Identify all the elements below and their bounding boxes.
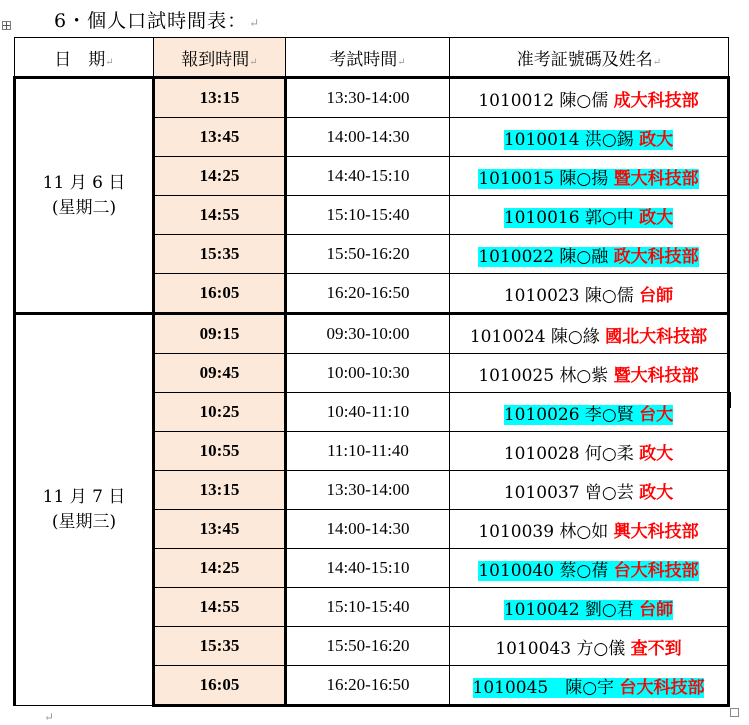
exam-time-cell bbox=[286, 471, 450, 510]
report-time-cell bbox=[154, 274, 286, 314]
candidate-entry bbox=[504, 444, 673, 464]
report-time-cell bbox=[154, 78, 286, 118]
exam-time: 15:10-15:40 bbox=[326, 205, 410, 224]
report-time: 13:45 bbox=[199, 519, 240, 538]
candidate-entry bbox=[473, 678, 705, 698]
school-label: 台大科技部 bbox=[613, 560, 699, 581]
report-time: 15:35 bbox=[199, 244, 240, 263]
report-time: 16:05 bbox=[199, 283, 240, 302]
table-row bbox=[15, 78, 729, 118]
date-cell bbox=[15, 314, 154, 706]
report-time: 13:45 bbox=[199, 127, 240, 146]
header-row bbox=[15, 38, 729, 78]
candidate-id-name: 1010014 洪○錫 bbox=[503, 129, 634, 150]
school-label: 查不到 bbox=[630, 638, 682, 659]
exam-time-cell bbox=[286, 393, 450, 432]
candidate-id-name: 1010043 方○儀 bbox=[495, 638, 626, 659]
candidate-entry bbox=[478, 169, 698, 189]
report-time-cell bbox=[154, 235, 286, 274]
exam-time: 14:40-15:10 bbox=[326, 166, 410, 185]
table-move-handle[interactable] bbox=[2, 21, 11, 30]
exam-time: 16:20-16:50 bbox=[326, 283, 410, 302]
report-time-cell bbox=[154, 118, 286, 157]
school-label: 台大 bbox=[639, 404, 674, 425]
candidate-cell bbox=[450, 549, 729, 588]
report-time-cell bbox=[154, 666, 286, 706]
candidate-id-name: 1010024 陳○緣 bbox=[469, 326, 600, 347]
candidate-id-name: 1010023 陳○儒 bbox=[503, 285, 634, 306]
candidate-id-name: 1010039 林○如 bbox=[478, 521, 609, 542]
candidate-cell bbox=[450, 235, 729, 274]
school-label: 台師 bbox=[639, 285, 674, 306]
exam-time: 14:00-14:30 bbox=[326, 127, 410, 146]
exam-time: 15:50-16:20 bbox=[326, 244, 410, 263]
exam-time-cell bbox=[286, 666, 450, 706]
school-label: 暨大科技部 bbox=[613, 365, 699, 386]
candidate-entry bbox=[504, 286, 673, 306]
exam-time: 10:00-10:30 bbox=[326, 363, 410, 382]
candidate-entry bbox=[478, 366, 698, 386]
exam-time-cell bbox=[286, 235, 450, 274]
candidate-cell bbox=[450, 157, 729, 196]
weekday-label: (星期三) bbox=[51, 512, 117, 532]
candidate-id-name: 1010016 郭○中 bbox=[503, 207, 634, 228]
exam-time-cell bbox=[286, 627, 450, 666]
candidate-id-name: 1010045 陳○宇 bbox=[472, 677, 615, 698]
candidate-id-name: 1010040 蔡○蒨 bbox=[478, 560, 609, 581]
report-time: 10:25 bbox=[199, 402, 240, 421]
candidate-entry bbox=[470, 327, 707, 347]
exam-time-cell bbox=[286, 354, 450, 393]
report-time-cell bbox=[154, 510, 286, 549]
candidate-id-name: 1010037 曾○芸 bbox=[503, 482, 634, 503]
school-label: 政大 bbox=[639, 129, 674, 150]
candidate-cell bbox=[450, 432, 729, 471]
school-label: 政大 bbox=[639, 207, 674, 228]
school-label: 台師 bbox=[639, 599, 674, 620]
report-time: 14:25 bbox=[199, 558, 240, 577]
candidate-id-name: 1010022 陳○融 bbox=[478, 246, 609, 267]
exam-time-cell bbox=[286, 157, 450, 196]
exam-time-cell bbox=[286, 314, 450, 354]
exam-time: 13:30-14:00 bbox=[326, 88, 410, 107]
report-time: 16:05 bbox=[199, 675, 240, 694]
candidate-cell bbox=[450, 314, 729, 354]
school-label: 政大 bbox=[639, 443, 674, 464]
heading-text: 6・個人口試時間表： bbox=[54, 10, 248, 32]
candidate-entry bbox=[478, 561, 698, 581]
schedule-body bbox=[15, 78, 729, 706]
candidate-entry bbox=[504, 208, 673, 228]
exam-time-cell bbox=[286, 588, 450, 627]
candidate-entry bbox=[478, 522, 698, 542]
candidate-cell bbox=[450, 627, 729, 666]
header-candidate: 准考証號碼及姓名↵ bbox=[450, 38, 729, 78]
exam-time: 09:30-10:00 bbox=[326, 324, 410, 343]
header-date: 日 期↵ bbox=[15, 38, 154, 78]
report-time-cell bbox=[154, 196, 286, 235]
candidate-id-name: 1010015 陳○揚 bbox=[478, 168, 609, 189]
end-pilcrow-icon: ↵ bbox=[44, 710, 55, 724]
candidate-cell bbox=[450, 354, 729, 393]
text-cursor bbox=[730, 392, 731, 408]
report-time: 15:35 bbox=[199, 636, 240, 655]
report-time-cell bbox=[154, 549, 286, 588]
candidate-cell bbox=[450, 588, 729, 627]
candidate-entry bbox=[478, 91, 698, 111]
exam-time: 15:10-15:40 bbox=[326, 597, 410, 616]
candidate-cell bbox=[450, 196, 729, 235]
candidate-cell bbox=[450, 510, 729, 549]
report-time-cell bbox=[154, 314, 286, 354]
exam-time: 15:50-16:20 bbox=[326, 636, 410, 655]
page-heading bbox=[54, 6, 260, 33]
candidate-id-name: 1010026 李○賢 bbox=[503, 404, 634, 425]
candidate-cell bbox=[450, 274, 729, 314]
exam-time: 11:10-11:40 bbox=[327, 441, 409, 460]
table-row bbox=[15, 314, 729, 354]
report-time-cell bbox=[154, 157, 286, 196]
pilcrow-icon: ↵ bbox=[249, 16, 261, 30]
report-time: 14:25 bbox=[199, 166, 240, 185]
school-label: 政大科技部 bbox=[613, 246, 699, 267]
school-label: 成大科技部 bbox=[613, 90, 699, 111]
report-time: 09:45 bbox=[199, 363, 240, 382]
report-time-cell bbox=[154, 354, 286, 393]
date-label: 11 月 7 日 bbox=[42, 487, 126, 507]
report-time: 14:55 bbox=[199, 205, 240, 224]
report-time: 13:15 bbox=[199, 480, 240, 499]
candidate-cell bbox=[450, 393, 729, 432]
school-label: 台大科技部 bbox=[619, 677, 705, 698]
exam-time-cell bbox=[286, 196, 450, 235]
header-report-time: 報到時間↵ bbox=[154, 38, 286, 78]
date-label: 11 月 6 日 bbox=[42, 172, 126, 193]
report-time-cell bbox=[154, 627, 286, 666]
school-label: 暨大科技部 bbox=[613, 168, 699, 189]
report-time-cell bbox=[154, 471, 286, 510]
candidate-entry bbox=[495, 639, 681, 659]
candidate-cell bbox=[450, 78, 729, 118]
report-time: 10:55 bbox=[199, 441, 240, 460]
school-label: 興大科技部 bbox=[613, 521, 699, 542]
header-exam-time: 考試時間↵ bbox=[286, 38, 450, 78]
date-cell bbox=[15, 78, 154, 314]
report-time-cell bbox=[154, 588, 286, 627]
report-time-cell bbox=[154, 393, 286, 432]
candidate-cell bbox=[450, 666, 729, 706]
school-label: 政大 bbox=[639, 482, 674, 503]
school-label: 國北大科技部 bbox=[605, 326, 708, 347]
exam-time: 10:40-11:10 bbox=[326, 402, 410, 421]
weekday-label: (星期二) bbox=[51, 197, 117, 218]
candidate-entry bbox=[504, 130, 673, 150]
exam-time-cell bbox=[286, 274, 450, 314]
exam-time-cell bbox=[286, 549, 450, 588]
candidate-entry bbox=[504, 483, 673, 503]
report-time: 14:55 bbox=[199, 597, 240, 616]
candidate-cell bbox=[450, 118, 729, 157]
exam-time-cell bbox=[286, 510, 450, 549]
candidate-id-name: 1010012 陳○儒 bbox=[478, 90, 609, 111]
exam-time-cell bbox=[286, 432, 450, 471]
report-time: 09:15 bbox=[199, 324, 240, 343]
candidate-id-name: 1010028 何○柔 bbox=[503, 443, 634, 464]
candidate-id-name: 1010025 林○紫 bbox=[478, 365, 609, 386]
candidate-id-name: 1010042 劉○君 bbox=[503, 599, 634, 620]
exam-time: 14:40-15:10 bbox=[326, 558, 410, 577]
candidate-cell bbox=[450, 471, 729, 510]
candidate-entry bbox=[478, 247, 698, 267]
exam-time: 16:20-16:50 bbox=[326, 675, 410, 694]
candidate-entry bbox=[504, 600, 673, 620]
table-resize-handle[interactable] bbox=[730, 708, 739, 717]
candidate-entry bbox=[504, 405, 673, 425]
exam-time: 13:30-14:00 bbox=[326, 480, 410, 499]
exam-time: 14:00-14:30 bbox=[326, 519, 410, 538]
interview-schedule-table bbox=[13, 37, 730, 707]
report-time-cell bbox=[154, 432, 286, 471]
report-time: 13:15 bbox=[199, 88, 240, 107]
exam-time-cell bbox=[286, 78, 450, 118]
exam-time-cell bbox=[286, 118, 450, 157]
